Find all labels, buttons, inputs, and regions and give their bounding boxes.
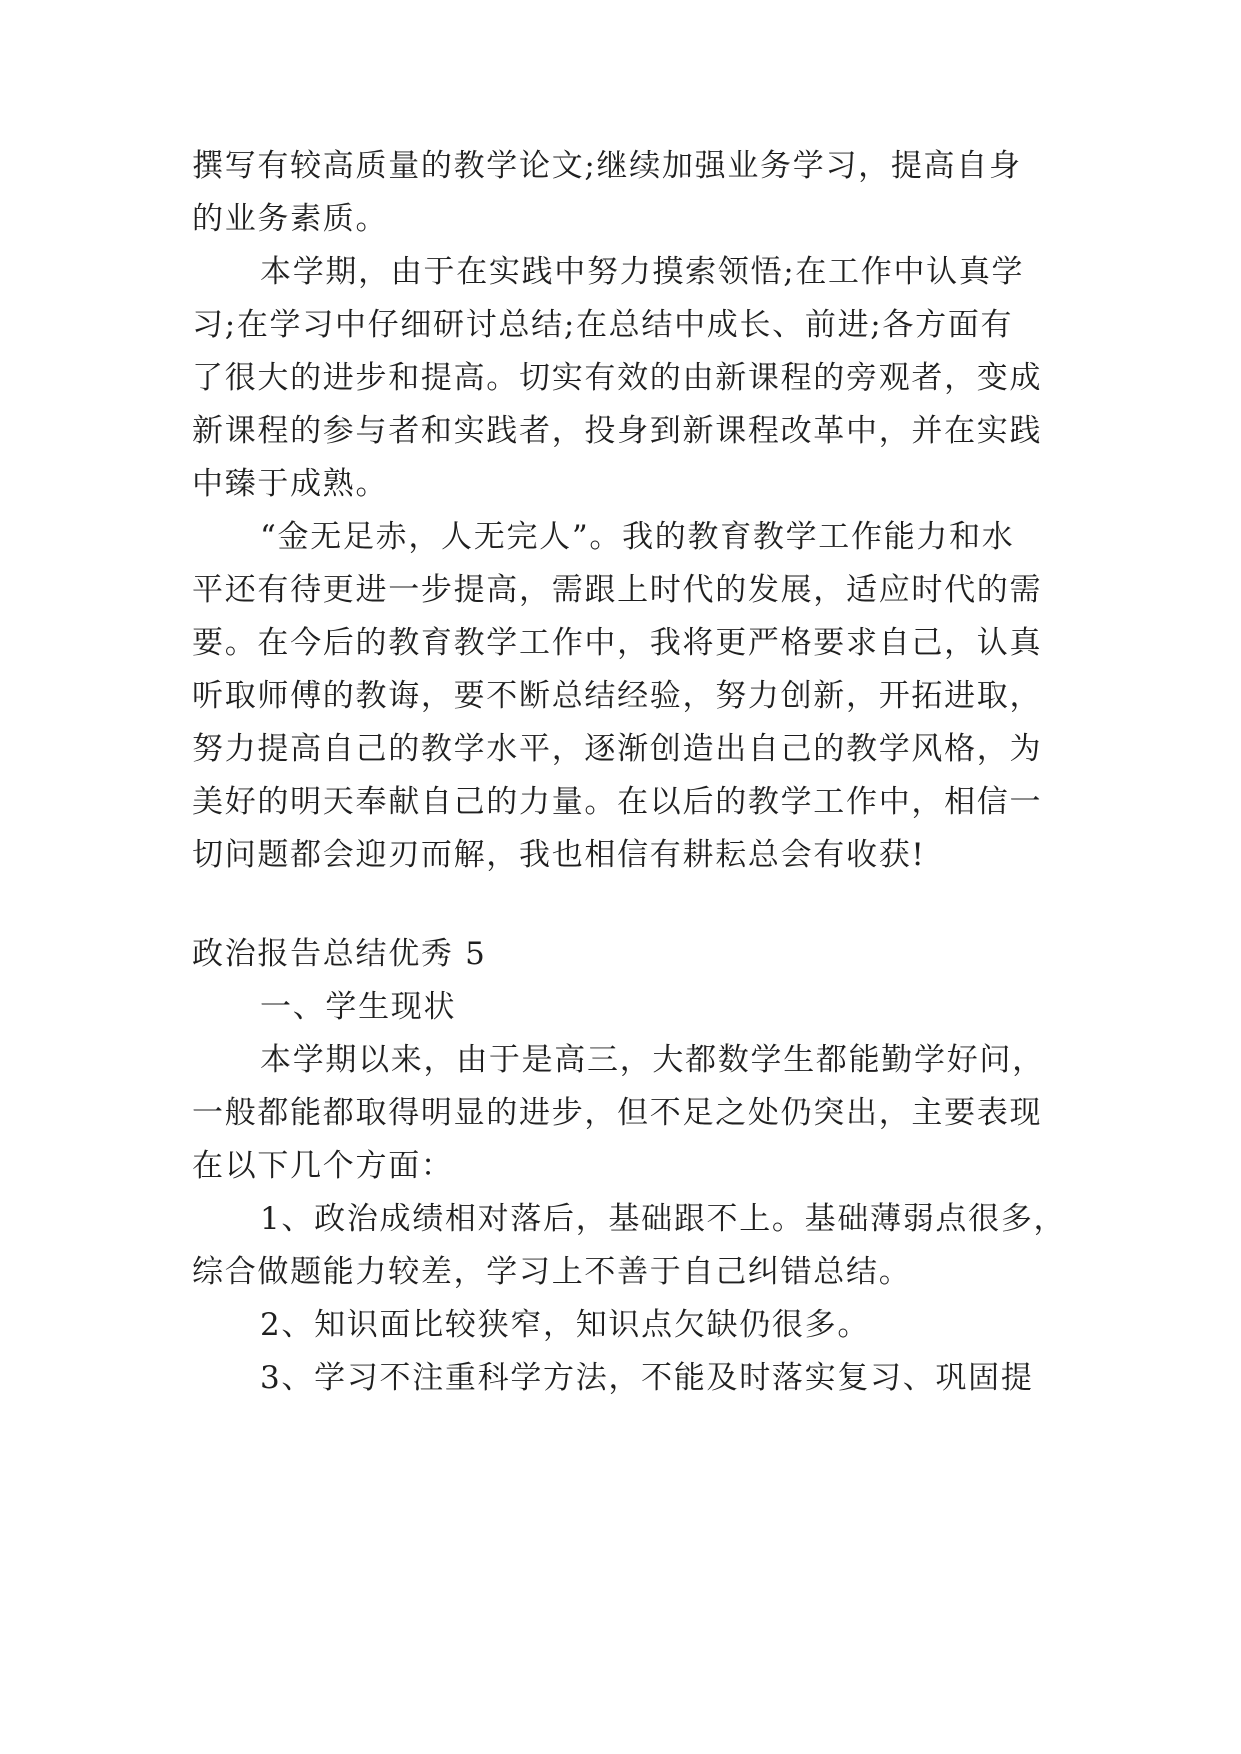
paragraph-line: 一般都能都取得明显的进步，但不足之处仍突出，主要表现: [192, 1095, 1043, 1131]
paragraph-line: 本学期，由于在实践中努力摸索领悟;在工作中认真学: [260, 254, 1025, 290]
paragraph-line: 的业务素质。: [192, 201, 389, 237]
paragraph-line: 平还有待更进一步提高，需跟上时代的发展，适应时代的需: [192, 572, 1043, 608]
paragraph-line: 在以下几个方面：: [192, 1148, 454, 1184]
paragraph-line: 本学期以来，由于是高三，大都数学生都能勤学好问，: [260, 1042, 1045, 1078]
paragraph-line: 新课程的参与者和实践者，投身到新课程改革中，并在实践: [192, 413, 1043, 449]
paragraph-line: 中臻于成熟。: [192, 466, 389, 502]
paragraph-line: 努力提高自己的教学水平，逐渐创造出自己的教学风格，为: [192, 731, 1043, 767]
section-heading: 政治报告总结优秀 5: [192, 936, 487, 972]
list-item: 2、知识面比较狭窄，知识点欠缺仍很多。: [260, 1307, 871, 1343]
paragraph-line: 要。在今后的教育教学工作中，我将更严格要求自己，认真: [192, 625, 1043, 661]
paragraph-line: 切问题都会迎刃而解，我也相信有耕耘总会有收获!: [192, 837, 926, 873]
paragraph-line: 美好的明天奉献自己的力量。在以后的教学工作中，相信一: [192, 784, 1043, 820]
paragraph-line: “金无足赤，人无完人”。我的教育教学工作能力和水: [260, 519, 1015, 555]
paragraph-line: 听取师傅的教诲，要不断总结经验，努力创新，开拓进取，: [192, 678, 1043, 714]
list-item: 1、政治成绩相对落后，基础跟不上。基础薄弱点很多，: [260, 1201, 1067, 1237]
paragraph-line: 撰写有较高质量的教学论文;继续加强业务学习，提高自身: [192, 148, 1022, 184]
list-item-continuation: 综合做题能力较差，学习上不善于自己纠错总结。: [192, 1254, 912, 1290]
paragraph-line: 习;在学习中仔细研讨总结;在总结中成长、前进;各方面有: [192, 307, 1014, 343]
list-item: 3、学习不注重科学方法，不能及时落实复习、巩固提: [260, 1360, 1034, 1396]
subheading: 一、学生现状: [260, 989, 457, 1025]
paragraph-line: 了很大的进步和提高。切实有效的由新课程的旁观者，变成: [192, 360, 1043, 396]
